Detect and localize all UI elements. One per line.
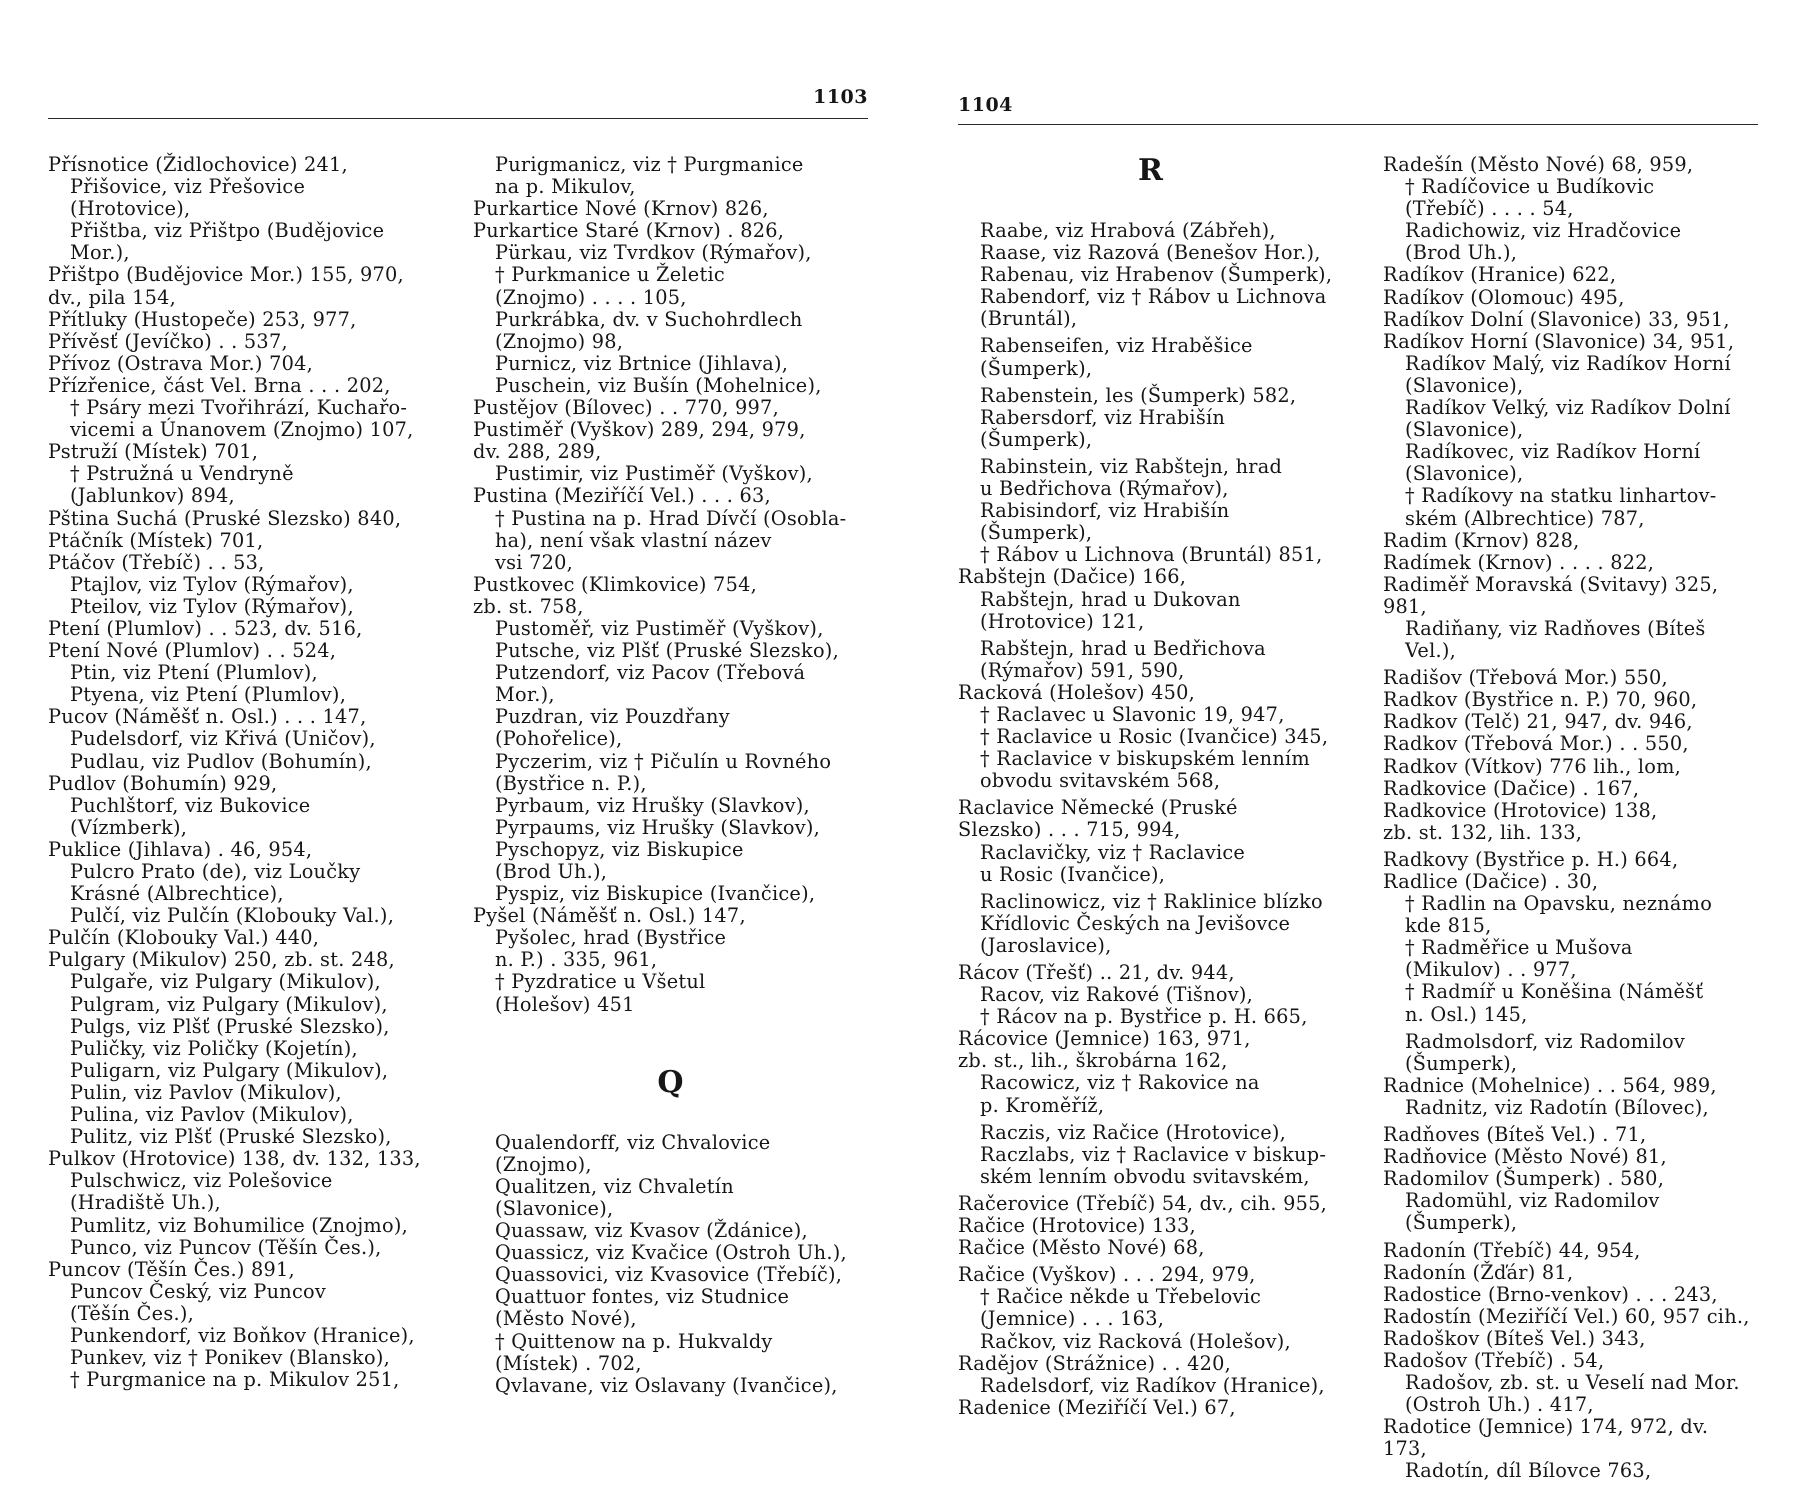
- index-entry: Radenice (Meziříčí Vel.) 67,: [958, 1395, 1236, 1419]
- index-entry: Quattuor fontes, viz Studnice (Město Nové),: [495, 1285, 790, 1331]
- section-letter-r: R: [1138, 153, 1163, 188]
- index-entry: Pulschwicz, viz Polešovice (Hradiště Uh.),: [70, 1169, 333, 1215]
- index-entry: Přištba, viz Přištpo (Budějovice Mor.),: [70, 219, 385, 265]
- index-entry: Pudlov (Bohumín) 929,: [48, 771, 278, 795]
- index-entry: Radějov (Strážnice) . . 420,: [958, 1351, 1232, 1375]
- index-entry: Purkartice Nové (Krnov) 826,: [473, 197, 769, 221]
- index-entry: † Pstružná u Vendryně (Jablunkov) 894,: [70, 462, 294, 508]
- index-entry: Ptení (Plumlov) . . 523, dv. 516,: [48, 616, 363, 640]
- header-rule: [48, 118, 868, 119]
- index-entry: Radelsdorf, viz Radíkov (Hranice),: [980, 1373, 1325, 1397]
- index-column-1: [48, 154, 433, 1391]
- index-entry: † Raclavec u Slavonic 19, 947,: [980, 702, 1285, 726]
- index-entry: Radkovice (Hrotovice) 138, zb. st. 132, lih. 133,: [1383, 798, 1658, 844]
- right-page: [958, 0, 1758, 1500]
- index-entry: Puzdran, viz Pouzdřany (Pohořelice),: [495, 705, 730, 751]
- index-entry: Radomilov (Šumperk) . 580,: [1383, 1167, 1665, 1191]
- index-entry: Pyšel (Náměšť n. Osl.) 147,: [473, 904, 746, 928]
- index-entry: Qualitzen, viz Chvaletín (Slavonice),: [495, 1174, 734, 1220]
- index-entry: Ptyena, viz Ptení (Plumlov),: [70, 683, 347, 707]
- index-entry: Radoškov (Bíteš Vel.) 343,: [1383, 1326, 1646, 1350]
- index-entry: † Radmíř u Koněšina (Náměšť n. Osl.) 145,: [1405, 980, 1704, 1026]
- index-entry: Radnitz, viz Radotín (Bílovec),: [1405, 1095, 1709, 1119]
- index-entry: Pyšolec, hrad (Bystřice n. P.) . 335, 961,: [495, 926, 727, 972]
- index-entry: Ptáčník (Místek) 701,: [48, 528, 264, 552]
- index-entry: Pürkau, viz Tvrdkov (Rýmařov),: [495, 241, 812, 265]
- section-letter-q: Q: [657, 1064, 684, 1100]
- index-entry: Rabštejn, hrad u Dukovan (Hrotovice) 121,: [980, 587, 1241, 633]
- index-entry: Ptení Nové (Plumlov) . . 524,: [48, 639, 337, 663]
- index-entry: Quassovici, viz Kvasovice (Třebíč),: [495, 1263, 843, 1287]
- index-entry: † Pustina na p. Hrad Dívčí (Osobla- ha), není však vlastní název vsi 720,: [495, 506, 847, 574]
- index-entry: Radošov (Třebíč) . 54,: [1383, 1348, 1605, 1372]
- index-entry: Přištpo (Budějovice Mor.) 155, 970, dv., pila 154,: [48, 263, 404, 309]
- index-entry: Radišov (Třebová Mor.) 550,: [1383, 666, 1668, 690]
- index-entry: Pustina (Meziříčí Vel.) . . . 63,: [473, 484, 771, 508]
- index-entry: Pudlau, viz Pudlov (Bohumín),: [70, 749, 372, 773]
- index-entry: Punkendorf, viz Boňkov (Hranice),: [70, 1323, 415, 1347]
- index-entry: Pyrpaums, viz Hrušky (Slavkov),: [495, 815, 821, 839]
- index-entry: Pulčín (Klobouky Val.) 440,: [48, 926, 320, 950]
- index-entry: † Raclavice v biskupském lenním obvodu svitavském 568,: [980, 747, 1310, 793]
- index-entry: Putsche, viz Plšť (Pruské Slezsko),: [495, 639, 839, 663]
- index-entry: Radíkov (Hranice) 622,: [1383, 263, 1617, 287]
- index-entry: Rabštejn (Dačice) 166,: [958, 565, 1187, 589]
- index-entry: † Radměřice u Mušova (Mikulov) . . 977,: [1405, 936, 1633, 982]
- index-entry: Punkev, viz † Ponikev (Blansko),: [70, 1346, 390, 1370]
- index-entry: Racková (Holešov) 450,: [958, 680, 1196, 704]
- index-entry: Pstruží (Místek) 701,: [48, 440, 259, 464]
- index-entry: † Quittenow na p. Hukvaldy (Místek) . 702,: [495, 1329, 773, 1375]
- index-entry: Rabenstein, les (Šumperk) 582,: [980, 383, 1297, 407]
- index-entry: Pulčí, viz Pulčín (Klobouky Val.),: [70, 904, 395, 928]
- index-entry: Radíkov Malý, viz Radíkov Horní (Slavonice),: [1405, 351, 1731, 397]
- index-entry: Pulin, viz Pavlov (Mikulov),: [70, 1080, 342, 1104]
- index-entry: Radotín, díl Bílovce 763,: [1405, 1459, 1652, 1483]
- index-entry: Rabersdorf, viz Hrabišín (Šumperk),: [980, 405, 1226, 451]
- index-entry: Purnicz, viz Brtnice (Jihlava),: [495, 351, 789, 375]
- index-entry: Radešín (Město Nové) 68, 959,: [1383, 153, 1694, 176]
- index-entry: Radíkov (Olomouc) 495,: [1383, 285, 1625, 309]
- index-entry: Raclavice Německé (Pruské Slezsko) . . . 715, 994,: [958, 796, 1238, 842]
- index-entry: Pustkovec (Klimkovice) 754, zb. st. 758,: [473, 572, 757, 618]
- index-entry: † Purgmanice na p. Mikulov 251,: [70, 1368, 400, 1392]
- index-entry: Quassaw, viz Kvasov (Ždánice),: [495, 1219, 808, 1243]
- q-entries: [473, 1132, 868, 1397]
- index-entry: Račice (Vyškov) . . . 294, 979,: [958, 1263, 1256, 1287]
- index-entry: Puschein, viz Bušín (Mohelnice),: [495, 373, 822, 397]
- index-entry: † Rábov u Lichnova (Bruntál) 851,: [980, 543, 1323, 567]
- index-entry: Pustoměř, viz Pustiměř (Vyškov),: [495, 616, 824, 640]
- index-entry: Raclinowicz, viz † Raklinice blízko Křídlovic Českých na Jevišovce (Jaroslavice),: [980, 889, 1323, 957]
- index-entry: Raase, viz Razová (Benešov Hor.),: [980, 241, 1321, 265]
- index-entry: Pucov (Náměšť n. Osl.) . . . 147,: [48, 705, 367, 729]
- index-entry: Pulitz, viz Plšť (Pruské Slezsko),: [70, 1125, 392, 1149]
- index-entry: Pulgary (Mikulov) 250, zb. st. 248,: [48, 948, 395, 972]
- index-entry: Radkov (Bystřice n. P.) 70, 960,: [1383, 688, 1698, 712]
- index-entry: Raczis, viz Račice (Hrotovice),: [980, 1120, 1287, 1144]
- index-entry: Přívěsť (Jevíčko) . . 537,: [48, 329, 288, 353]
- index-entry: Radostín (Meziříčí Vel.) 60, 957 cih.,: [1383, 1304, 1750, 1328]
- index-entry: Radíkovec, viz Radíkov Horní (Slavonice),: [1405, 440, 1701, 486]
- index-entry: Rabštejn, hrad u Bedřichova (Rýmařov) 591, 590,: [980, 636, 1266, 682]
- index-entry: Radiňany, viz Radňoves (Bíteš Vel.),: [1405, 616, 1706, 663]
- index-entry: Pština Suchá (Pruské Slezsko) 840,: [48, 506, 402, 530]
- index-entry: Pyczerim, viz † Pičulín u Rovného (Bystřice n. P.),: [495, 749, 832, 795]
- index-entry: Radkov (Vítkov) 776 lih., lom,: [1383, 754, 1682, 778]
- index-entry: † Raclavice u Rosic (Ivančice) 345,: [980, 725, 1329, 749]
- index-entry: Račice (Hrotovice) 133,: [958, 1214, 1196, 1238]
- index-entry: Pumlitz, viz Bohumilice (Znojmo),: [70, 1213, 408, 1237]
- index-entry: Pyrbaum, viz Hrušky (Slavkov),: [495, 793, 810, 817]
- index-entry: Radotice (Jemnice) 174, 972, dv. 173,: [1383, 1415, 1709, 1461]
- index-entry: Purkrábka, dv. v Suchohrdlech (Znojmo) 98,: [495, 307, 803, 353]
- index-entry: Pulcro Prato (de), viz Loučky Krásné (Albrechtice),: [70, 860, 361, 906]
- index-entry: Radnice (Mohelnice) . . 564, 989,: [1383, 1073, 1717, 1097]
- page-number: 1104: [958, 94, 1013, 116]
- index-entry: Radichowiz, viz Hradčovice (Brod Uh.),: [1405, 219, 1682, 265]
- index-entry: Ptin, viz Ptení (Plumlov),: [70, 661, 318, 685]
- index-entry: † Račice někde u Třebelovic (Jemnice) . . . 163,: [980, 1285, 1262, 1331]
- index-entry: Přítluky (Hustopeče) 253, 977,: [48, 307, 357, 331]
- index-entry: Pteilov, viz Tylov (Rýmařov),: [70, 594, 354, 618]
- index-entry: Rabinstein, viz Rabštejn, hrad u Bedřichova (Rýmařov),: [980, 454, 1283, 501]
- index-entry: Purkartice Staré (Krnov) . 826,: [473, 219, 785, 243]
- page-number: 1103: [813, 86, 868, 108]
- index-entry: Radíkov Velký, viz Radíkov Dolní (Slavonice),: [1405, 396, 1731, 442]
- index-entry: Pustimir, viz Pustiměř (Vyškov),: [495, 462, 813, 486]
- index-entry: Puchlštorf, viz Bukovice (Vízmberk),: [70, 793, 311, 839]
- index-entry: Qualendorff, viz Chvalovice (Znojmo),: [495, 1130, 771, 1176]
- index-entry: Puncov (Těšín Čes.) 891,: [48, 1257, 295, 1281]
- header-rule: [958, 124, 1758, 125]
- index-entry: † Radíkovy na statku linhartov- ském (Albrechtice) 787,: [1405, 484, 1717, 530]
- index-entry: Raclavičky, viz † Raclavice u Rosic (Ivančice),: [980, 840, 1246, 886]
- index-entry: Raabe, viz Hrabová (Zábřeh),: [980, 219, 1276, 242]
- index-entry: † Rácov na p. Bystřice p. H. 665,: [980, 1005, 1308, 1029]
- index-entry: Radíkov Horní (Slavonice) 34, 951,: [1383, 329, 1735, 353]
- index-entry: Ptajlov, viz Tylov (Rýmařov),: [70, 572, 354, 596]
- index-entry: Radkov (Telč) 21, 947, dv. 946,: [1383, 710, 1693, 734]
- index-entry: Pulkov (Hrotovice) 138, dv. 132, 133,: [48, 1147, 421, 1171]
- index-entry: † Purkmanice u Želetic (Znojmo) . . . . 105,: [495, 263, 725, 309]
- index-entry: Radkovy (Bystřice p. H.) 664,: [1383, 847, 1679, 871]
- index-entry: Radkov (Třebová Mor.) . . 550,: [1383, 732, 1689, 756]
- index-entry: Pulgram, viz Pulgary (Mikulov),: [70, 992, 388, 1016]
- index-entry: Pustějov (Bílovec) . . 770, 997,: [473, 396, 779, 420]
- index-entry: Raczlabs, viz † Raclavice v biskup- ském lenním obvodu svitavském,: [980, 1142, 1327, 1188]
- index-entry: Račkov, viz Racková (Holešov),: [980, 1329, 1291, 1353]
- index-column-3: [958, 154, 1343, 1419]
- index-entry: Radňovice (Město Nové) 81,: [1383, 1145, 1667, 1169]
- index-entry: Qvlavane, viz Oslavany (Ivančice),: [495, 1373, 838, 1397]
- index-entry: Racov, viz Rakové (Tišnov),: [980, 983, 1254, 1007]
- index-entry: Quassicz, viz Kvačice (Ostroh Uh.),: [495, 1241, 847, 1265]
- index-entry: Radímek (Krnov) . . . . 822,: [1383, 550, 1655, 574]
- index-entry: Přízřenice, část Vel. Brna . . . 202,: [48, 373, 391, 397]
- index-entry: Radomühl, viz Radomilov (Šumperk),: [1405, 1189, 1660, 1235]
- index-entry: Radlice (Dačice) . 30,: [1383, 870, 1599, 893]
- index-entry: Přísnotice (Židlochovice) 241,: [48, 153, 348, 176]
- index-entry: † Radíčovice u Budíkovic (Třebíč) . . . . 54,: [1405, 175, 1655, 221]
- index-entry: Radmolsdorf, viz Radomilov (Šumperk),: [1405, 1029, 1685, 1075]
- index-entry: Radkovice (Dačice) . 167,: [1383, 776, 1640, 800]
- index-entry: † Pyzdratice u Všetul (Holešov) 451: [495, 970, 706, 1016]
- index-entry: Rabenau, viz Hrabenov (Šumperk),: [980, 263, 1333, 287]
- index-entry: Radošov, zb. st. u Veselí nad Mor. (Ostroh Uh.) . 417,: [1405, 1371, 1740, 1417]
- index-entry: Puklice (Jihlava) . 46, 954,: [48, 837, 313, 861]
- p-entries: [473, 154, 868, 1016]
- index-entry: Radim (Krnov) 828,: [1383, 528, 1580, 552]
- index-entry: Puligarn, viz Pulgary (Mikulov),: [70, 1058, 389, 1082]
- index-entry: Ptáčov (Třebíč) . . 53,: [48, 550, 265, 574]
- index-entry: Pyspiz, viz Biskupice (Ivančice),: [495, 882, 816, 906]
- index-entry: Racowicz, viz † Rakovice na p. Kroměříž,: [980, 1071, 1260, 1117]
- index-entry: Purigmanicz, viz † Purgmanice na p. Mikulov,: [495, 153, 804, 199]
- index-column-2: [473, 154, 868, 1397]
- index-column-4: [1383, 154, 1758, 1483]
- index-entry: Rácov (Třešť) .. 21, dv. 944,: [958, 961, 1235, 984]
- index-entry: Punco, viz Puncov (Těšín Čes.),: [70, 1235, 382, 1259]
- index-entry: Radíkov Dolní (Slavonice) 33, 951,: [1383, 307, 1730, 331]
- index-entry: Radostice (Brno-venkov) . . . 243,: [1383, 1282, 1718, 1306]
- index-entry: Rácovice (Jemnice) 163, 971, zb. st., lih., škrobárna 162,: [958, 1027, 1251, 1073]
- index-entry: Pustiměř (Vyškov) 289, 294, 979, dv. 288, 289,: [473, 418, 806, 464]
- index-entry: Přívoz (Ostrava Mor.) 704,: [48, 351, 314, 375]
- index-entry: Puličky, viz Poličky (Kojetín),: [70, 1036, 358, 1060]
- index-entry: Radiměř Moravská (Svitavy) 325, 981,: [1383, 572, 1719, 618]
- index-entry: Pudelsdorf, viz Křivá (Uničov),: [70, 727, 376, 751]
- index-entry: Radonín (Třebíč) 44, 954,: [1383, 1238, 1641, 1262]
- r-entries: [958, 220, 1343, 1419]
- index-entry: Pyschopyz, viz Biskupice (Brod Uh.),: [495, 837, 744, 883]
- index-entry: Rabendorf, viz † Rábov u Lichnova (Bruntál),: [980, 285, 1327, 331]
- index-entry: Putzendorf, viz Pacov (Třebová Mor.),: [495, 661, 806, 707]
- index-entry: Pulgaře, viz Pulgary (Mikulov),: [70, 970, 381, 994]
- index-entry: Puncov Český, viz Puncov (Těšín Čes.),: [70, 1279, 327, 1325]
- index-entry: † Radlin na Opavsku, neznámo kde 815,: [1405, 892, 1713, 938]
- index-entry: Račice (Město Nové) 68,: [958, 1236, 1205, 1260]
- index-entry: Radonín (Žďár) 81,: [1383, 1260, 1574, 1284]
- index-entry: Pulgs, viz Plšť (Pruské Slezsko),: [70, 1014, 390, 1038]
- index-entry: † Psáry mezi Tvořihrází, Kuchařo- vicemi a Únanovem (Znojmo) 107,: [70, 396, 414, 442]
- index-entry: Rabisindorf, viz Hrabišín (Šumperk),: [980, 499, 1230, 545]
- index-entry: Pulina, viz Pavlov (Mikulov),: [70, 1103, 354, 1127]
- left-page: [48, 0, 868, 1500]
- index-entry: Přišovice, viz Přešovice (Hrotovice),: [70, 175, 306, 221]
- index-entry: Račerovice (Třebíč) 54, dv., cih. 955,: [958, 1191, 1328, 1215]
- index-entry: Rabenseifen, viz Hraběšice (Šumperk),: [980, 334, 1253, 380]
- index-entry: Radňoves (Bíteš Vel.) . 71,: [1383, 1123, 1647, 1147]
